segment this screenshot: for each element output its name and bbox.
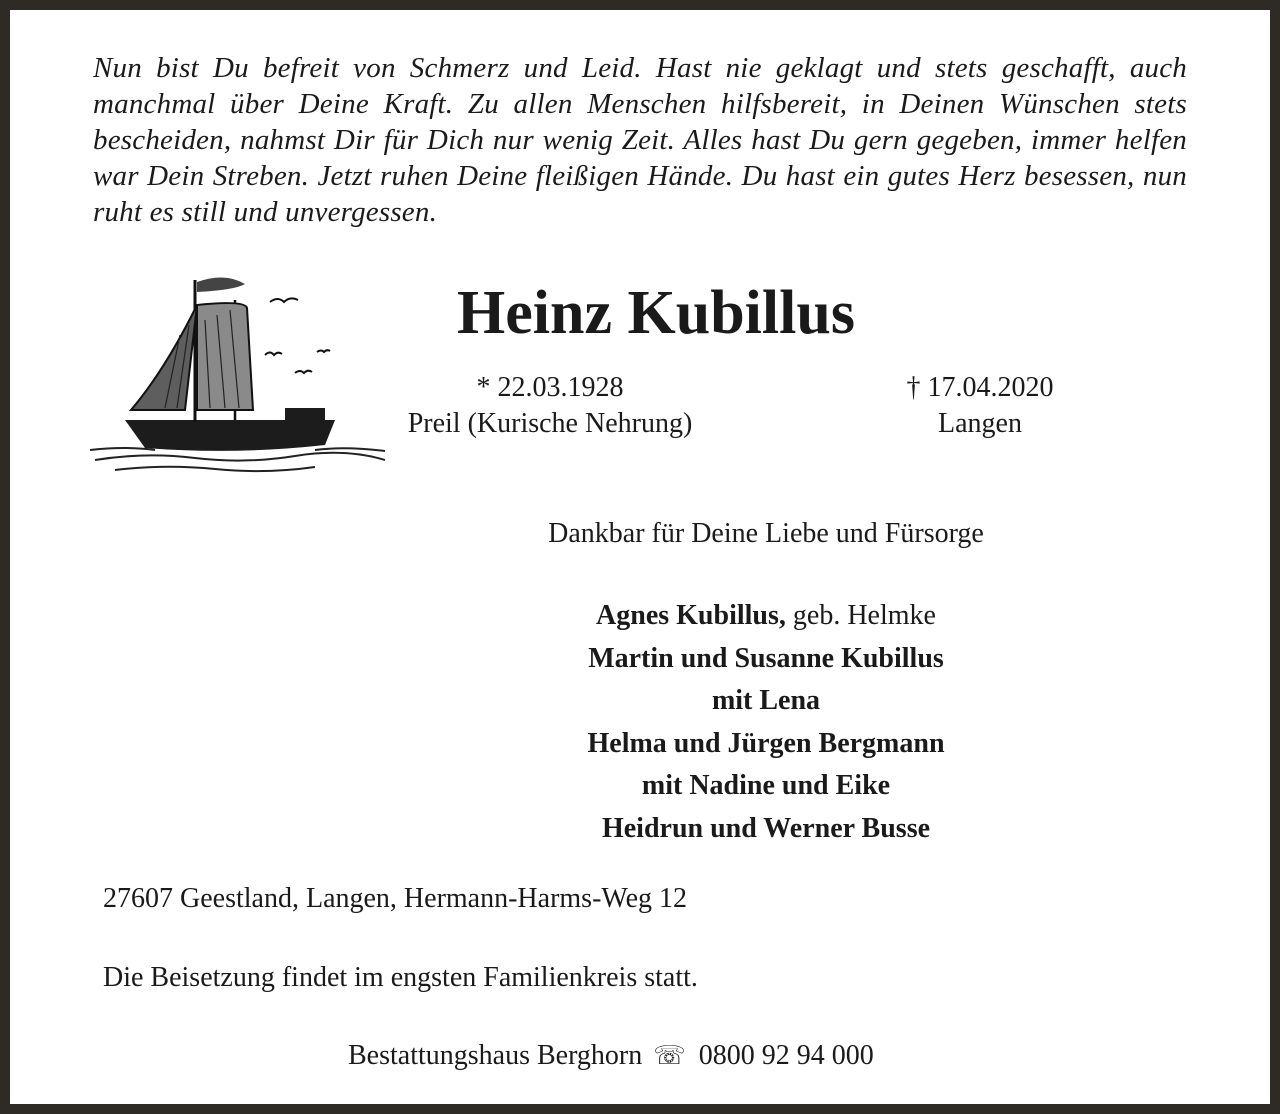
- birth-place: Preil (Kurische Nehrung): [407, 408, 693, 439]
- family-line-2: Martin und Susanne Kubillus: [588, 642, 944, 674]
- burial-note: Die Beisetzung findet im engsten Familienkreis statt.: [103, 962, 698, 993]
- memorial-poem: Nun bist Du befreit von Schmerz und Leid. Hast nie geklagt und stets geschafft, auch manchmal über Deine Kraft. Zu allen Menschen hilfsbereit, in Deinen Wünschen stets bescheiden, nahmst Dir für Dich nur wenig Zeit. Alles hast Du gern gegeben, immer helfen war Dein Streben. Jetzt ruhen Deine fleißigen Hände. Du hast ein gutes Herz besessen, nun ruht es still und unvergessen.: [93, 52, 1187, 228]
- birth-date: * 22.03.1928: [476, 372, 624, 403]
- deceased-name: Heinz Kubillus: [457, 279, 855, 347]
- family-line-6: Heidrun und Werner Busse: [601, 812, 931, 844]
- family-line-4: Helma und Jürgen Bergmann: [587, 727, 945, 759]
- death-date: † 17.04.2020: [906, 372, 1054, 403]
- death-info: [810, 370, 1150, 442]
- telephone-icon: ☏: [653, 1041, 686, 1070]
- thanks-line: Dankbar für Deine Liebe und Fürsorge: [548, 518, 984, 549]
- family-line-3: mit Lena: [711, 685, 821, 716]
- birth-info: [370, 370, 730, 442]
- family-list: [490, 595, 1042, 850]
- funeral-home-phone: 0800 92 94 000: [698, 1040, 874, 1071]
- family-line-1-name: Agnes Kubillus,: [596, 600, 786, 631]
- address: 27607 Geestland, Langen, Hermann-Harms-Weg 12: [103, 883, 688, 914]
- family-line-5: mit Nadine und Eike: [641, 770, 891, 801]
- family-line-1: [490, 595, 1042, 638]
- funeral-home: [348, 1040, 874, 1072]
- family-line-1-suffix: geb. Helmke: [785, 600, 936, 631]
- funeral-home-name: Bestattungshaus Berghorn: [348, 1040, 643, 1071]
- death-place: Langen: [938, 408, 1022, 439]
